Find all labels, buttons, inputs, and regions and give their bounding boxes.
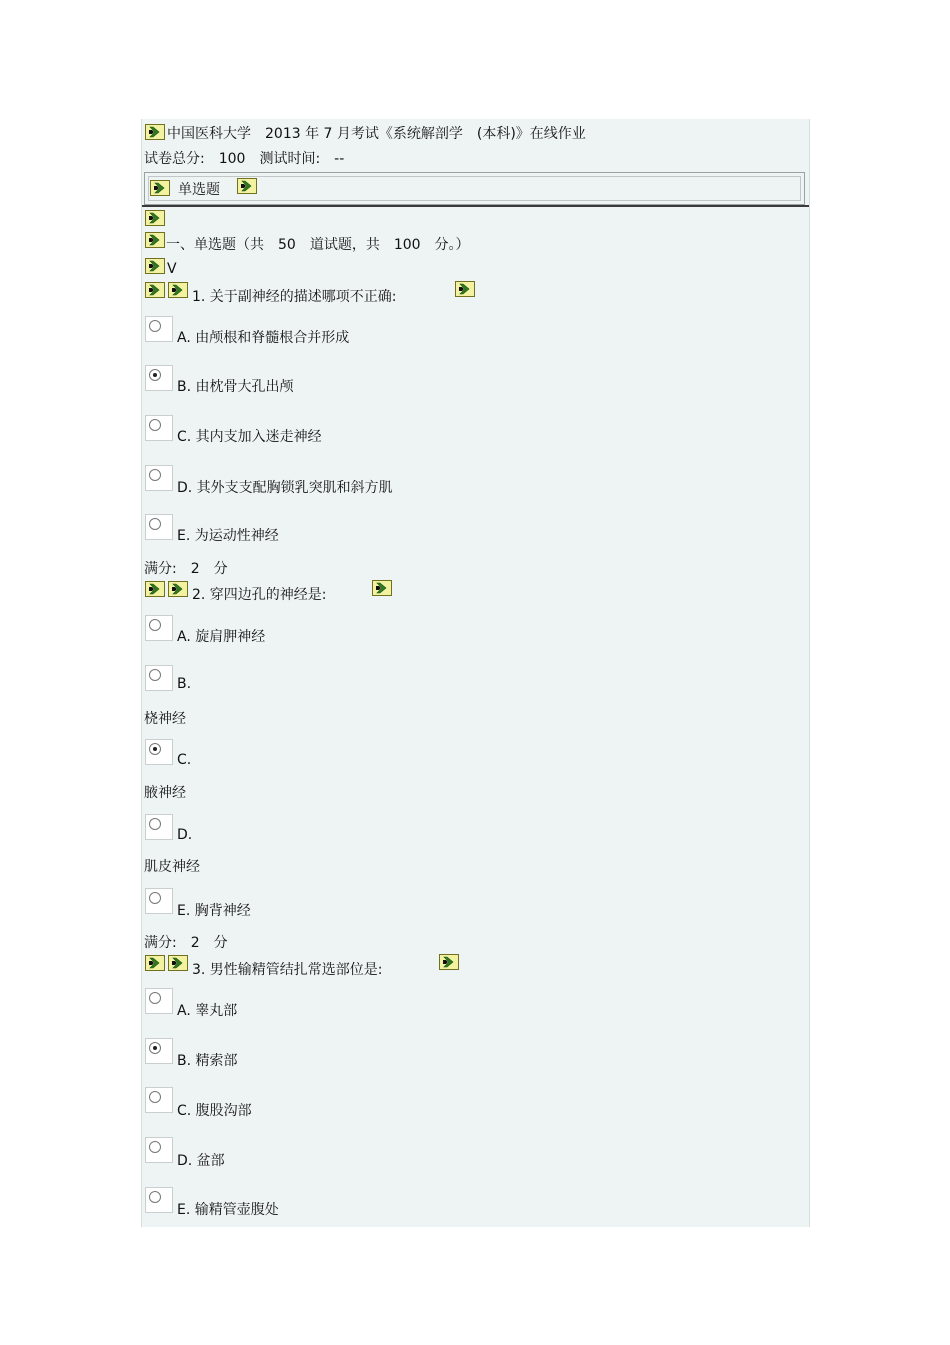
arrow-icon (168, 282, 188, 298)
q1-option-e-radio[interactable] (145, 514, 173, 540)
q1-option-b-radio[interactable] (145, 365, 173, 391)
section-marker: V (167, 261, 177, 277)
section-heading: 一、单选题（共 50 道试题，共 100 分。） (166, 237, 470, 253)
q2-option-c-radio[interactable] (145, 739, 173, 765)
exam-sheet (141, 119, 810, 1227)
question-type-tabbar (144, 172, 805, 205)
q3-option-e-radio[interactable] (145, 1187, 173, 1213)
q3-option-b-label: B. 精索部 (177, 1053, 238, 1069)
q1-option-c-label: C. 其内支加入迷走神经 (177, 429, 322, 445)
arrow-icon (145, 124, 165, 140)
q3-option-a-radio[interactable] (145, 988, 173, 1014)
q3-option-e-label: E. 输精管壶腹处 (177, 1202, 279, 1218)
q2-option-b-text: 桡神经 (144, 711, 186, 727)
arrow-icon (145, 282, 165, 298)
q2-option-d-label: D. (177, 827, 193, 843)
tab-divider (142, 205, 809, 207)
q1-option-e-label: E. 为运动性神经 (177, 528, 279, 544)
arrow-icon (145, 258, 165, 274)
q2-option-b-radio[interactable] (145, 665, 173, 691)
q2-option-d-radio[interactable] (145, 814, 173, 840)
arrow-icon (237, 178, 257, 194)
arrow-icon (145, 210, 165, 226)
q1-score: 满分: 2 分 (144, 561, 228, 577)
arrow-icon (455, 281, 475, 297)
arrow-icon (168, 581, 188, 597)
q3-option-c-label: C. 腹股沟部 (177, 1103, 252, 1119)
q1-option-d-radio[interactable] (145, 465, 173, 491)
q3-option-d-label: D. 盆部 (177, 1153, 225, 1169)
q2-option-a-label: A. 旋肩胛神经 (177, 629, 266, 645)
arrow-icon (150, 180, 170, 196)
question-3-text: 3. 男性输精管结扎常选部位是: (192, 962, 383, 978)
arrow-icon (145, 955, 165, 971)
q3-option-b-radio[interactable] (145, 1038, 173, 1064)
q1-option-c-radio[interactable] (145, 415, 173, 441)
arrow-icon (145, 232, 165, 248)
q3-option-a-label: A. 睾丸部 (177, 1003, 238, 1019)
q2-option-d-text: 肌皮神经 (144, 859, 200, 875)
q1-option-b-label: B. 由枕骨大孔出颅 (177, 379, 294, 395)
q2-option-e-radio[interactable] (145, 888, 173, 914)
q3-option-c-radio[interactable] (145, 1087, 173, 1113)
q2-option-c-label: C. (177, 752, 192, 768)
exam-meta: 试卷总分: 100 测试时间: -- (144, 151, 345, 167)
q2-score: 满分: 2 分 (144, 935, 228, 951)
q2-option-e-label: E. 胸背神经 (177, 903, 251, 919)
q1-option-a-label: A. 由颅根和脊髓根合并形成 (177, 330, 350, 346)
question-1-text: 1. 关于副神经的描述哪项不正确: (192, 289, 397, 305)
q1-option-a-radio[interactable] (145, 316, 173, 342)
arrow-icon (372, 580, 392, 596)
q3-option-d-radio[interactable] (145, 1137, 173, 1163)
question-2-text: 2. 穿四边孔的神经是: (192, 587, 327, 603)
q2-option-a-radio[interactable] (145, 615, 173, 641)
arrow-icon (145, 581, 165, 597)
exam-title: 中国医科大学 2013 年 7 月考试《系统解剖学 (本科)》在线作业 (167, 126, 586, 142)
q2-option-c-text: 腋神经 (144, 785, 186, 801)
arrow-icon (168, 955, 188, 971)
tab-single-choice[interactable]: 单选题 (178, 182, 220, 198)
q2-option-b-label: B. (177, 676, 192, 692)
q1-option-d-label: D. 其外支支配胸锁乳突肌和斜方肌 (177, 480, 393, 496)
arrow-icon (439, 954, 459, 970)
